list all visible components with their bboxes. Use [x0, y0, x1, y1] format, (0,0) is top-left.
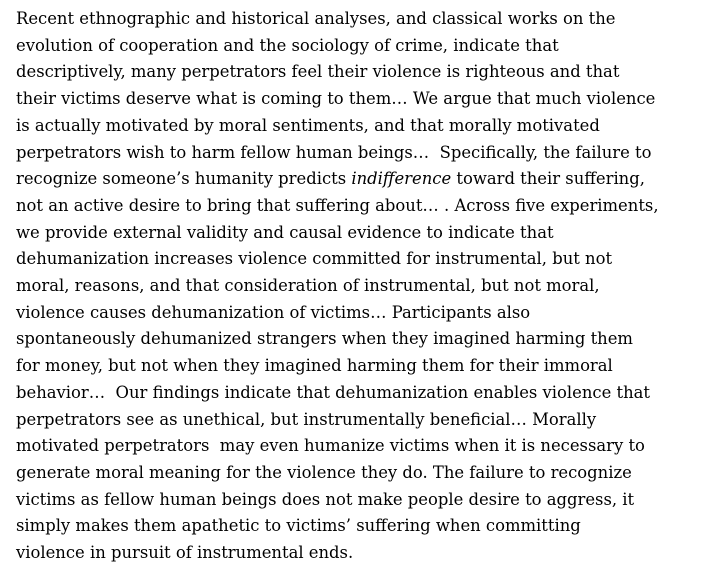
text-line	[16, 193, 659, 220]
text-segment: generate moral meaning for the violence they do. The failure to recognize	[16, 462, 632, 482]
text-segment: spontaneously dehumanized strangers when they imagined harming them	[16, 329, 633, 349]
text-line	[16, 33, 659, 60]
text-line	[16, 353, 659, 380]
text-line	[16, 273, 659, 300]
text-segment: for money, but not when they imagined harming them for their immoral	[16, 356, 613, 376]
emphasized-word: indifference	[351, 169, 452, 189]
text-segment: simply makes them apathetic to victims’ suffering when committing	[16, 516, 581, 536]
text-segment: toward their suffering,	[451, 169, 645, 189]
text-segment: their victims deserve what is coming to them… We argue that much violence	[16, 89, 656, 109]
text-line	[16, 140, 659, 167]
text-segment: perpetrators wish to harm fellow human beings… Specifically, the failure to	[16, 142, 652, 162]
quoted-passage	[16, 6, 659, 567]
text-segment: motivated perpetrators may even humanize victims when it is necessary to	[16, 436, 645, 456]
text-line	[16, 59, 659, 86]
text-segment: moral, reasons, and that consideration of instrumental, but not moral,	[16, 276, 600, 296]
text-line	[16, 220, 659, 247]
text-segment: behavior… Our findings indicate that dehumanization enables violence that	[16, 382, 650, 402]
text-line	[16, 6, 659, 33]
text-segment: perpetrators see as unethical, but instrumentally beneficial… Morally	[16, 409, 597, 429]
text-segment: descriptively, many perpetrators feel their violence is righteous and that	[16, 62, 620, 82]
text-segment: not an active desire to bring that suffering about… . Across five experiments,	[16, 195, 659, 215]
text-segment: violence in pursuit of instrumental ends.	[16, 543, 354, 563]
text-segment: evolution of cooperation and the sociology of crime, indicate that	[16, 35, 559, 55]
text-segment: dehumanization increases violence committed for instrumental, but not	[16, 249, 613, 269]
text-segment: victims as fellow human beings does not make people desire to aggress, it	[16, 489, 635, 509]
text-segment: violence causes dehumanization of victims… Participants also	[16, 302, 531, 322]
text-line	[16, 380, 659, 407]
text-line	[16, 540, 659, 567]
text-line	[16, 407, 659, 434]
text-segment: Recent ethnographic and historical analyses, and classical works on the	[16, 9, 616, 28]
text-segment: is actually motivated by moral sentiments, and that morally motivated	[16, 115, 600, 135]
text-line	[16, 86, 659, 113]
text-line	[16, 487, 659, 514]
text-line	[16, 326, 659, 353]
text-line	[16, 460, 659, 487]
text-segment: recognize someone’s humanity predicts	[16, 169, 352, 189]
text-line	[16, 166, 659, 193]
text-line	[16, 513, 659, 540]
text-line	[16, 300, 659, 327]
text-line	[16, 113, 659, 140]
text-line	[16, 433, 659, 460]
text-segment: we provide external validity and causal evidence to indicate that	[16, 222, 554, 242]
text-line	[16, 246, 659, 273]
